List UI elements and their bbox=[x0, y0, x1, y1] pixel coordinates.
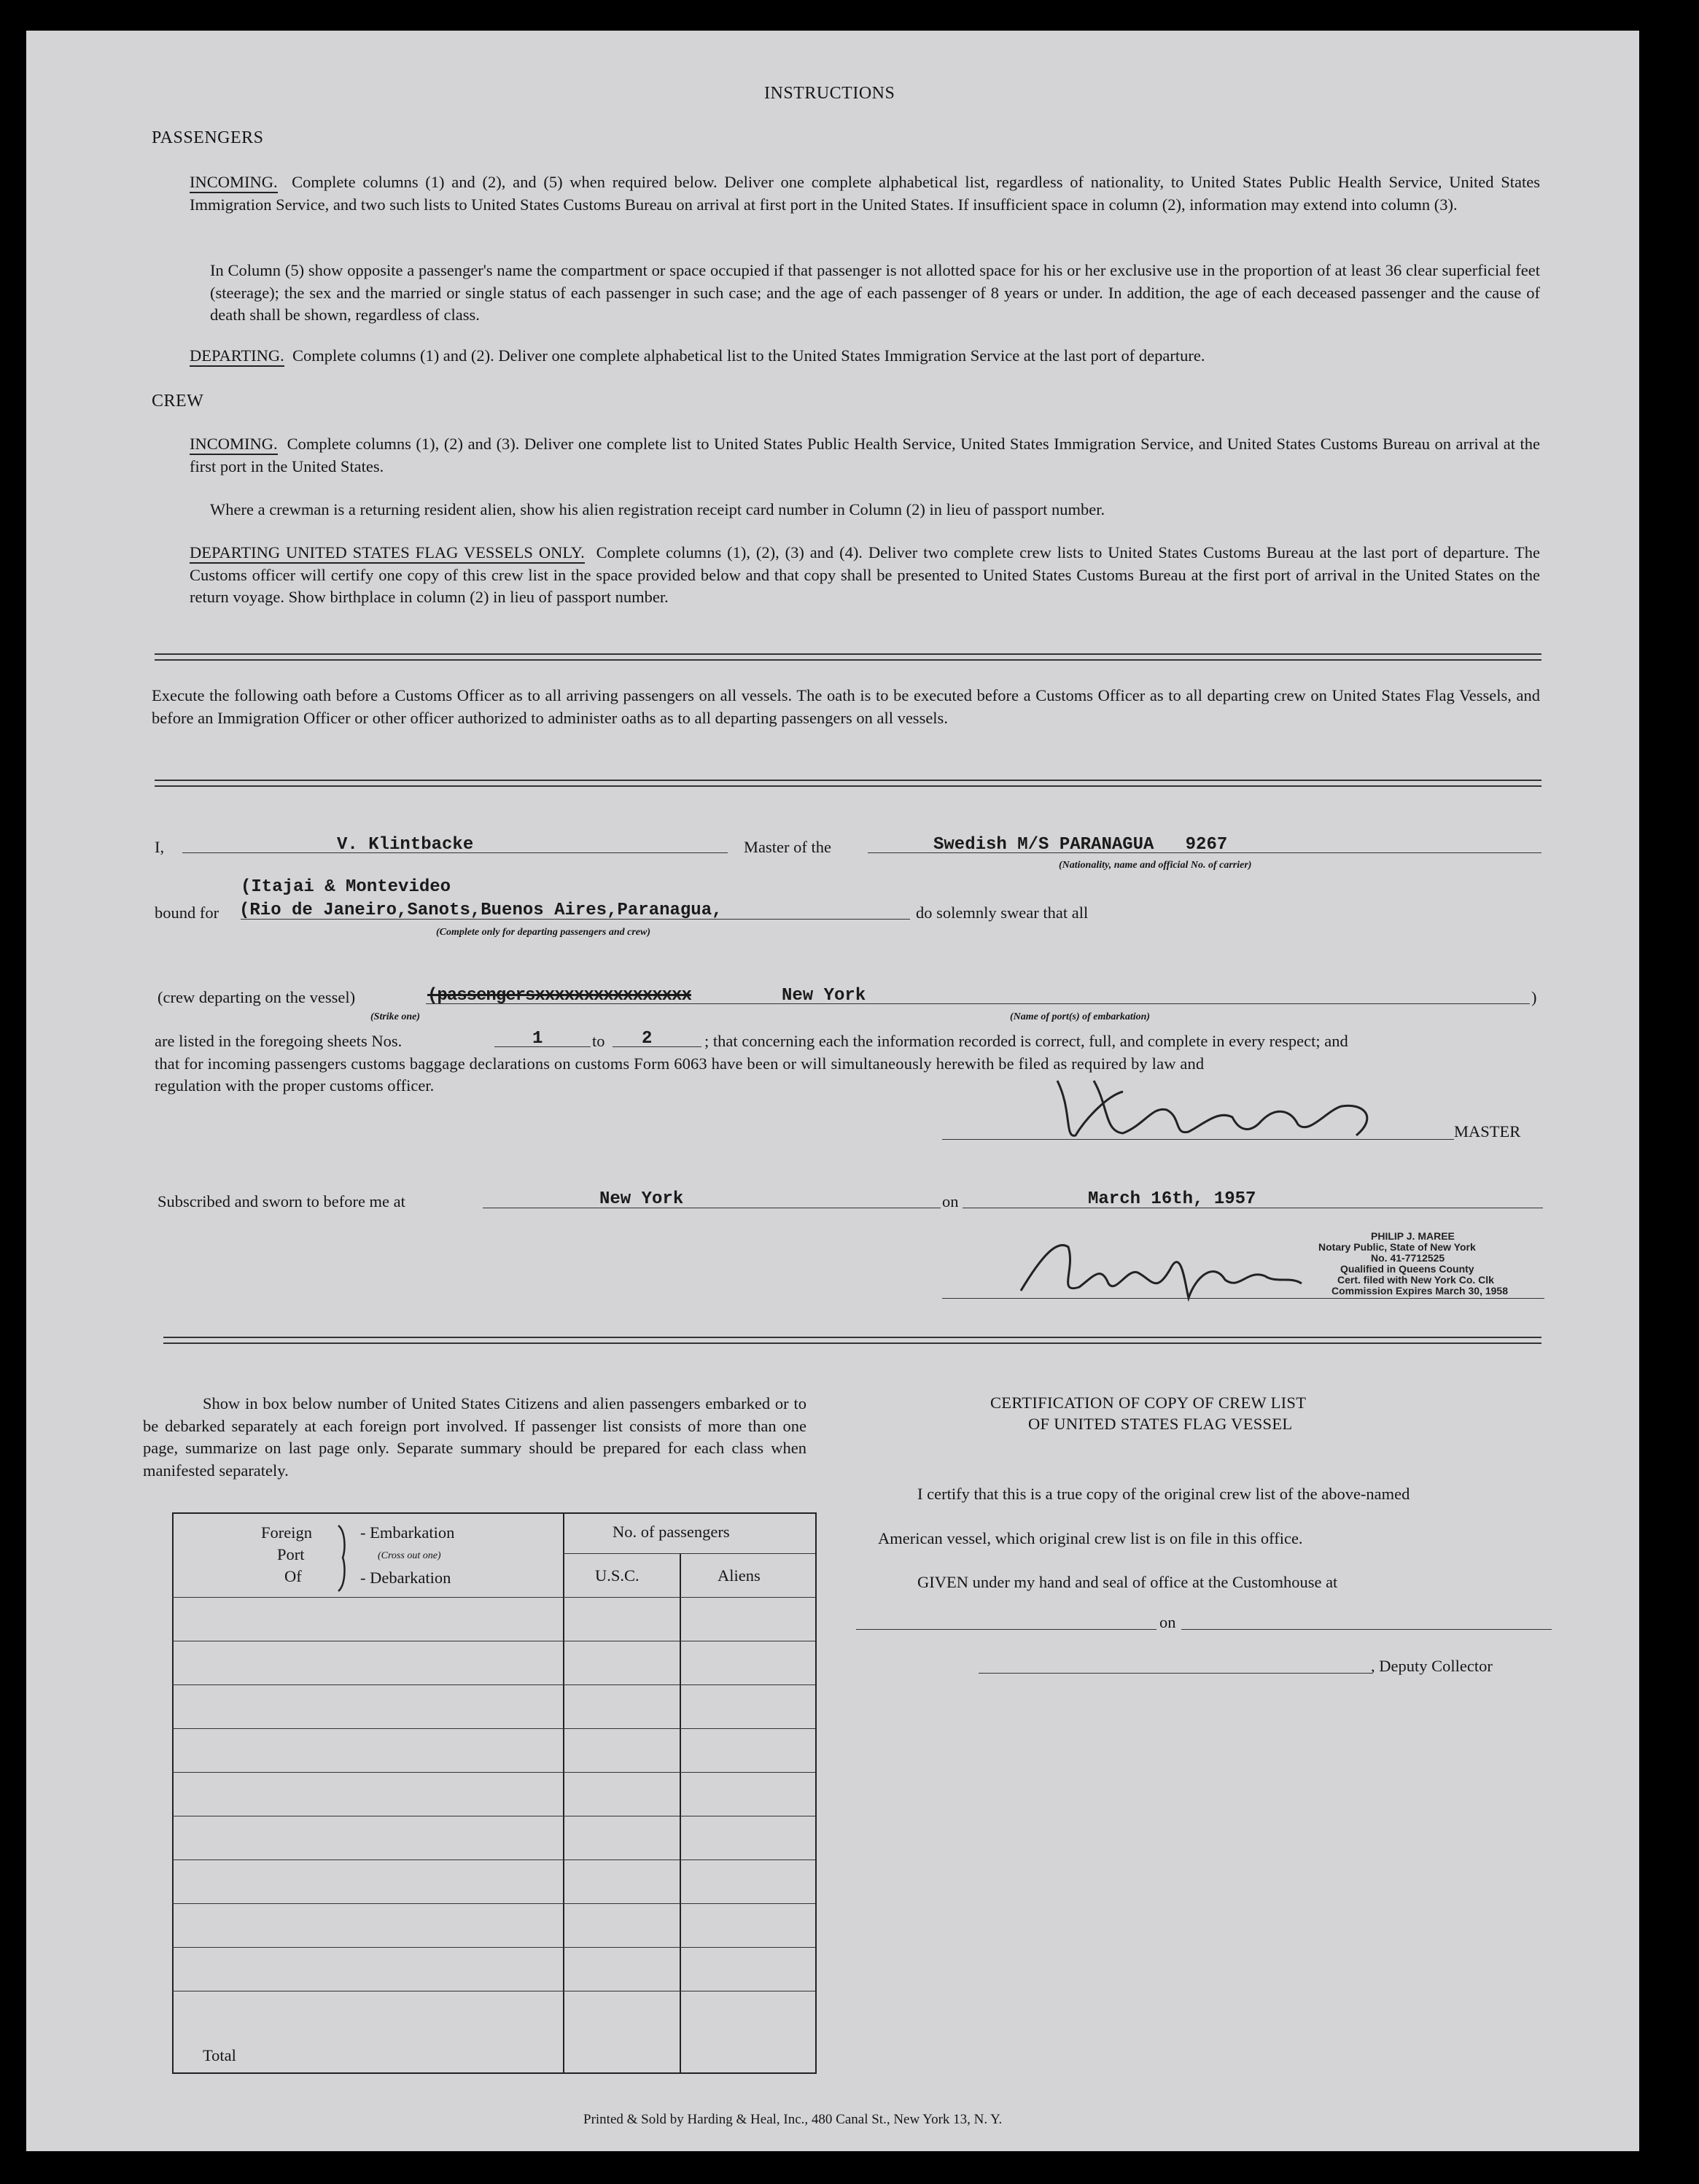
notary-stamp-line: Cert. filed with New York Co. Clk bbox=[1337, 1274, 1494, 1286]
oath-i-label: I, bbox=[155, 838, 165, 856]
notary-stamp-line: Notary Public, State of New York bbox=[1318, 1241, 1476, 1253]
certify-text-2: that for incoming passengers customs baggage declarations on customs Form 6063 have been or will simultaneously herewith be filed as required by law and bbox=[155, 1054, 1205, 1073]
close-paren: ) bbox=[1531, 988, 1537, 1006]
master-of-label: Master of the bbox=[744, 838, 831, 856]
table-column-divider bbox=[680, 1553, 681, 2072]
passengers-departing-paragraph bbox=[190, 345, 1540, 368]
certification-text-2: American vessel, which original crew list is on file in this office. bbox=[878, 1529, 1303, 1547]
struck-passengers-text: (passengersxxxxxxxxxxxxxxxx bbox=[427, 986, 691, 1006]
master-signature bbox=[1043, 1066, 1393, 1161]
notary-signature-line bbox=[942, 1298, 1544, 1299]
on-label: on bbox=[942, 1192, 959, 1210]
master-name-value: V. Klintbacke bbox=[337, 835, 474, 855]
notary-stamp-line: No. 41-7712525 bbox=[1371, 1252, 1445, 1264]
bound-for-label: bound for bbox=[155, 903, 219, 922]
sheet-from-value: 1 bbox=[532, 1029, 543, 1049]
divider bbox=[155, 780, 1541, 787]
printer-footer: Printed & Sold by Harding & Heal, Inc., 480 Canal St., New York 13, N. Y. bbox=[583, 2112, 1003, 2127]
subscribed-label: Subscribed and sworn to before me at bbox=[158, 1192, 405, 1210]
crew-heading: CREW bbox=[152, 392, 204, 411]
notary-signature bbox=[1006, 1225, 1342, 1313]
crew-incoming-text: Complete columns (1), (2) and (3). Deliver one complete list to United States Public Health Service, United States Immigration Service, and United States Customs Bureau on arrival at the first port in the United States. bbox=[190, 435, 1541, 475]
divider bbox=[163, 1337, 1541, 1344]
table-row bbox=[172, 1903, 815, 1904]
bound-for-line-1: (Itajai & Montevideo bbox=[241, 877, 451, 897]
sworn-place-value: New York bbox=[599, 1189, 684, 1209]
oath-instructions-paragraph: Execute the following oath before a Customs Officer as to all arriving passengers on all vessels. The oath is to be executed before a Customs Officer as to all departing crew on United States Flag Vessels, and before an Immigration Officer or other officer authorized to administer oaths as to all departing passengers on all vessels. bbox=[152, 686, 1540, 727]
cross-out-note: (Cross out one) bbox=[378, 1550, 441, 1561]
certification-text-1: I certify that this is a true copy of the original crew list of the above-named bbox=[917, 1485, 1410, 1503]
table-row bbox=[172, 1728, 815, 1729]
vessel-value: Swedish M/S PARANAGUA 9267 bbox=[933, 835, 1228, 855]
crew-departing-paragraph bbox=[190, 542, 1540, 609]
page-title: INSTRUCTIONS bbox=[764, 84, 895, 103]
summary-instructions: Show in box below number of United States Citizens and alien passengers embarked or to be debarked separately at each foreign port involved. If passenger list consists of more than one page, summarize on last page only. Separate summary should be prepared for each class when manifested separately. bbox=[143, 1394, 806, 1480]
debarkation-label: - Debarkation bbox=[360, 1569, 451, 1587]
deputy-collector-label: , Deputy Collector bbox=[1371, 1657, 1493, 1675]
sheet-to-value: 2 bbox=[642, 1029, 653, 1049]
swear-label: do solemnly swear that all bbox=[916, 903, 1089, 922]
col-of-label: Of bbox=[284, 1567, 302, 1585]
sheet-to-line bbox=[613, 1046, 701, 1047]
col-port-label: Port bbox=[277, 1545, 305, 1563]
passengers-heading: PASSENGERS bbox=[152, 128, 264, 147]
certification-on-label: on bbox=[1159, 1613, 1176, 1631]
passengers-incoming-label: INCOMING. bbox=[190, 173, 278, 193]
certification-title-line-2: OF UNITED STATES FLAG VESSEL bbox=[1028, 1415, 1293, 1433]
sheets-label: are listed in the foregoing sheets Nos. bbox=[155, 1032, 403, 1050]
aliens-header: Aliens bbox=[718, 1566, 761, 1585]
certify-text-3: regulation with the proper customs officer. bbox=[155, 1076, 435, 1095]
embarkation-port-value: New York bbox=[782, 986, 866, 1006]
passengers-departing-text: Complete columns (1) and (2). Deliver one complete alphabetical list to the United States Immigration Service at the last port of departure. bbox=[292, 346, 1205, 365]
no-of-passengers-header: No. of passengers bbox=[613, 1523, 730, 1541]
table-row bbox=[172, 1684, 815, 1685]
passengers-column5-paragraph: In Column (5) show opposite a passenger's name the compartment or space occupied if that passenger is not allotted space for his or her exclusive use in the proportion of at least 36 clear superficial feet (steerage); the sex and the married or single status of each passenger in such case; and the age of each passenger of 8 years or under. In addition, the age of each deceased passenger and the cause of death shall be shown, regardless of class. bbox=[210, 261, 1540, 324]
notary-stamp-line: Commission Expires March 30, 1958 bbox=[1331, 1285, 1508, 1297]
crew-incoming-paragraph bbox=[190, 433, 1540, 478]
embarkation-caption: (Name of port(s) of embarkation) bbox=[1010, 1011, 1151, 1022]
total-label: Total bbox=[203, 2046, 236, 2064]
strike-caption: (Strike one) bbox=[370, 1011, 421, 1022]
crew-departing-text: Complete columns (1), (2), (3) and (4). Deliver two complete crew lists to United States Customs Bureau at the last port of departure. The Customs officer will certify one copy of this crew list in the space provided below and that copy shall be presented to United States Customs Bureau at the first port of arrival in the United States on the return voyage. Show birthplace in column (2) in lieu of passport number. bbox=[190, 543, 1541, 606]
notary-stamp-line: Qualified in Queens County bbox=[1340, 1263, 1474, 1275]
bound-for-line-2: (Rio de Janeiro,Sanots,Buenos Aires,Paranagua, bbox=[239, 901, 723, 920]
sworn-date-value: March 16th, 1957 bbox=[1088, 1189, 1256, 1209]
usc-header: U.S.C. bbox=[595, 1566, 639, 1585]
bound-for-caption: (Complete only for departing passengers and crew) bbox=[436, 927, 650, 938]
table-header-divider bbox=[563, 1553, 815, 1554]
divider bbox=[155, 653, 1541, 661]
customhouse-field-line bbox=[856, 1629, 1156, 1630]
crew-departing-label: (crew departing on the vessel) bbox=[158, 988, 356, 1006]
master-label: MASTER bbox=[1454, 1122, 1521, 1140]
crew-crewman-paragraph: Where a crewman is a returning resident alien, show his alien registration receipt card number in Column (2) in lieu of passport number. bbox=[210, 500, 1105, 518]
passengers-incoming-text: Complete columns (1) and (2), and (5) when required below. Deliver one complete alphabetical list, regardless of nationality, to United States Public Health Service, United States Immigration Service, and two such lists to United States Customs Bureau on arrival at first port in the United States. If insufficient space in column (2), information may extend into column (3). bbox=[190, 173, 1541, 214]
notary-stamp-line: PHILIP J. MAREE bbox=[1371, 1230, 1455, 1242]
table-row bbox=[172, 1597, 815, 1598]
crew-departing-label: DEPARTING UNITED STATES FLAG VESSELS ONLY. bbox=[190, 543, 585, 564]
vessel-caption: (Nationality, name and official No. of carrier) bbox=[1059, 860, 1252, 871]
crew-incoming-label: INCOMING. bbox=[190, 435, 278, 455]
certification-date-line bbox=[1181, 1629, 1552, 1630]
to-label: to bbox=[592, 1032, 605, 1050]
embarkation-label: - Embarkation bbox=[360, 1523, 455, 1542]
brace-icon bbox=[335, 1524, 353, 1593]
passengers-incoming-paragraph bbox=[190, 171, 1540, 216]
table-row bbox=[172, 1772, 815, 1773]
certification-title-line-1: CERTIFICATION OF COPY OF CREW LIST bbox=[990, 1394, 1307, 1412]
col-foreign-label: Foreign bbox=[261, 1523, 312, 1542]
notary-stamp bbox=[1305, 1231, 1508, 1297]
deputy-collector-line bbox=[979, 1673, 1372, 1674]
table-row bbox=[172, 1859, 815, 1860]
certify-text-1: ; that concerning each the information recorded is correct, full, and complete in every respect; and bbox=[704, 1032, 1348, 1050]
certification-text-3: GIVEN under my hand and seal of office at the Customhouse at bbox=[917, 1573, 1338, 1591]
table-row bbox=[172, 1947, 815, 1948]
passengers-departing-label: DEPARTING. bbox=[190, 346, 284, 367]
